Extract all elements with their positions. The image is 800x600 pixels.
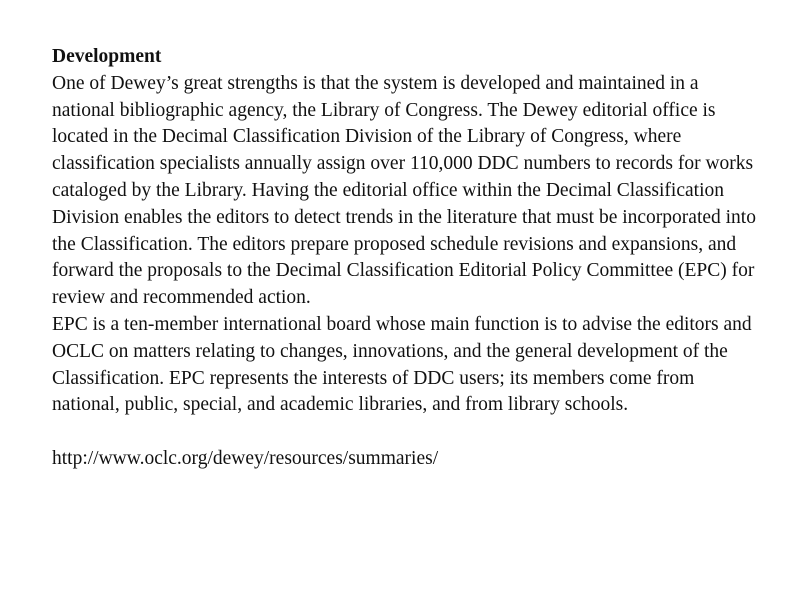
source-url-link[interactable]: http://www.oclc.org/dewey/resources/summaries/: [52, 447, 439, 469]
paragraph-epc: EPC is a ten-member international board whose main function is to advise the editors and OCLC on matters relating to changes, innovations, and the general development of the Classification. EPC represents the interests of DDC users; its members come from national, public, special, and academic libraries, and from library schools.: [52, 313, 752, 416]
paragraph-development: One of Dewey’s great strengths is that the system is developed and maintained in a national bibliographic agency, the Library of Congress. The Dewey editorial office is located in the Decimal Classification Division of the Library of Congress, where classification specialists annually assign over 110,000 DDC numbers to records for works cataloged by the Library. Having the editorial office within the Decimal Classification Division enables the editors to detect trends in the literature that must be incorporated into the Classification. The editors prepare proposed schedule revisions and expansions, and forward the proposals to the Decimal Classification Editorial Policy Committee (EPC) for review and recommended action.: [52, 72, 756, 309]
slide-body: [52, 44, 764, 473]
section-heading: Development: [52, 46, 162, 67]
spacer: [52, 419, 764, 446]
